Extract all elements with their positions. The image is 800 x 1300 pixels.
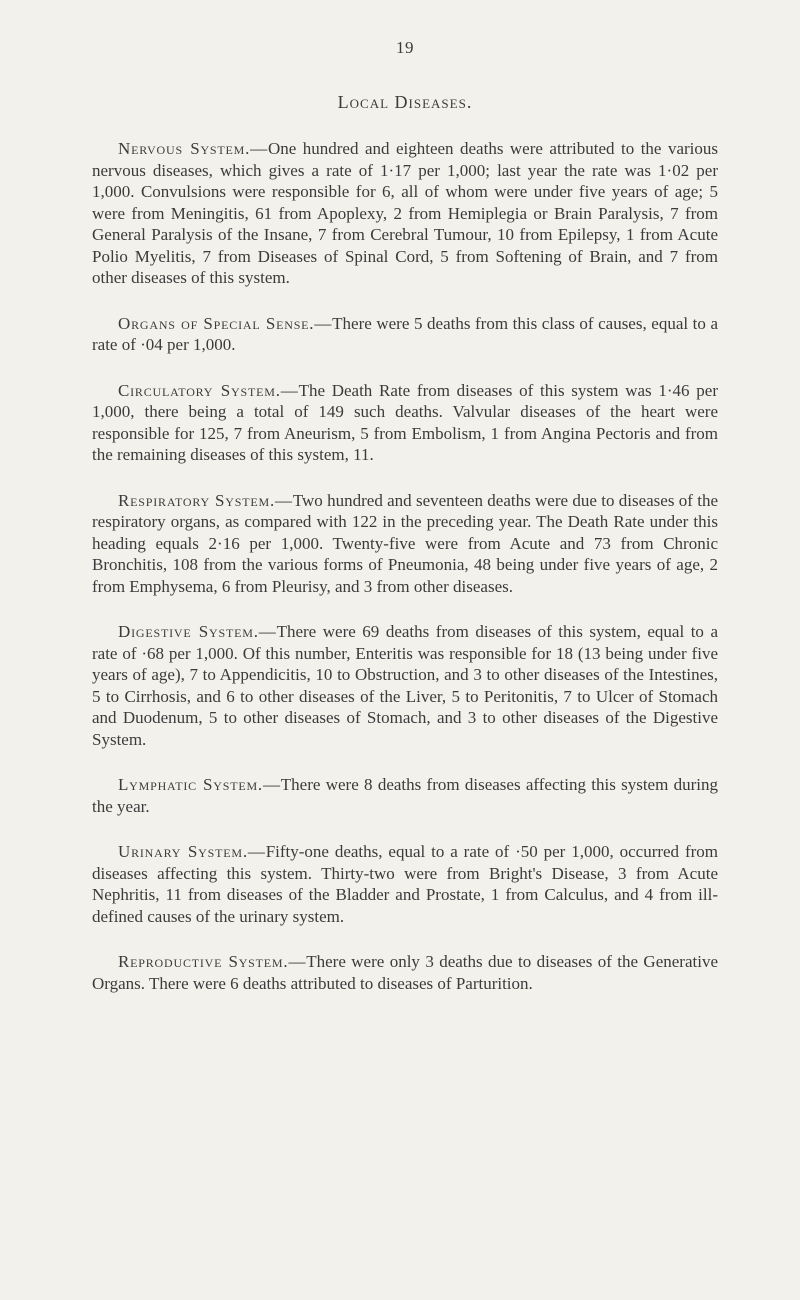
paragraph-lead: Respiratory System.— bbox=[118, 490, 293, 510]
paragraph-lead: Organs of Special Sense.— bbox=[118, 313, 333, 333]
paragraph-text: There were 69 deaths from diseases of this system, equal to a rate of ·68 per 1,000. Of this number, Enteritis was responsible for 18 (13 being under five years of age), 7 to Appendicitis, 10 to Obstruction, and 3 to other diseases of the Intestines, 5 to Cirrhosis, and 6 to other diseases of the Liver, 5 to Peritonitis, 7 to Ulcer of Stomach and Duodenum, 5 to other diseases of Stomach, and 3 to other diseases of the Digestive System. bbox=[92, 622, 718, 749]
paragraph-text: There were 5 deaths from this class of causes, equal to a rate of ·04 per 1,000. bbox=[92, 313, 719, 354]
paragraph-nervous-system bbox=[92, 138, 718, 289]
paragraph-reproductive-system bbox=[92, 951, 718, 994]
paragraph-text: One hundred and eighteen deaths were attributed to the various nervous diseases, which gives a rate of 1·17 per 1,000; last year the rate was 1·02 per 1,000. Convulsions were responsible for 6, all of whom were under five years of age; 5 were from Meningitis, 61 from Apoplexy, 2 from Hemiplegia or Brain Paralysis, 7 from General Paralysis of the Insane, 7 from Cerebral Tumour, 10 from Epilepsy, 1 from Acute Polio Myelitis, 7 from Diseases of Spinal Cord, 5 from Softening of Brain, and 7 from other diseases of this system. bbox=[92, 139, 718, 287]
paragraph-lead: Digestive System.— bbox=[118, 622, 277, 641]
paragraph-lead: Lymphatic System.— bbox=[118, 775, 281, 794]
paragraph-text: The Death Rate from diseases of this system was 1·46 per 1,000, there being a total of 149 such deaths. Valvular diseases of the heart were responsible for 125, 7 from Aneurism, 5 from Embolism, 1 from Angina Pectoris and from the remaining diseases of this system, 11. bbox=[92, 380, 718, 464]
paragraph-circulatory-system bbox=[92, 380, 718, 466]
paragraph-organs-of-special-sense bbox=[92, 313, 718, 356]
paragraph-lead: Circulatory System.— bbox=[118, 380, 299, 400]
paragraph-lymphatic-system bbox=[92, 774, 718, 817]
paragraph-lead: Urinary System.— bbox=[118, 842, 266, 861]
page-number: 19 bbox=[396, 38, 414, 57]
section-heading: Local Diseases. bbox=[337, 92, 473, 112]
paragraph-lead: Nervous System.— bbox=[118, 139, 268, 158]
paragraph-text: Fifty-one deaths, equal to a rate of ·50 per 1,000, occurred from diseases affecting this system. Thirty-two were from Bright's Disease, 3 from Acute Nephritis, 11 from diseases of the Bladder and Prostate, 1 from Calculus, and 4 from ill-defined causes of the urinary system. bbox=[92, 842, 718, 926]
paragraph-digestive-system bbox=[92, 621, 718, 750]
document-page bbox=[92, 38, 718, 1018]
paragraph-text: Two hundred and seventeen deaths were due to diseases of the respiratory organs, as compared with 122 in the preceding year. The Death Rate under this heading equals 2·16 per 1,000. Twenty-five were from Acute and 73 from Chronic Bronchitis, 108 from the various forms of Pneumonia, 48 being under five years of age, 2 from Emphysema, 6 from Pleurisy, and 3 from other diseases. bbox=[92, 490, 718, 596]
paragraph-text: There were only 3 deaths due to diseases of the Generative Organs. There were 6 deaths attributed to diseases of Parturition. bbox=[92, 952, 718, 993]
paragraph-lead: Reproductive System.— bbox=[118, 952, 307, 971]
paragraph-urinary-system bbox=[92, 841, 718, 927]
paragraph-respiratory-system bbox=[92, 490, 718, 598]
paragraph-text: There were 8 deaths from diseases affecting this system during the year. bbox=[92, 775, 718, 816]
